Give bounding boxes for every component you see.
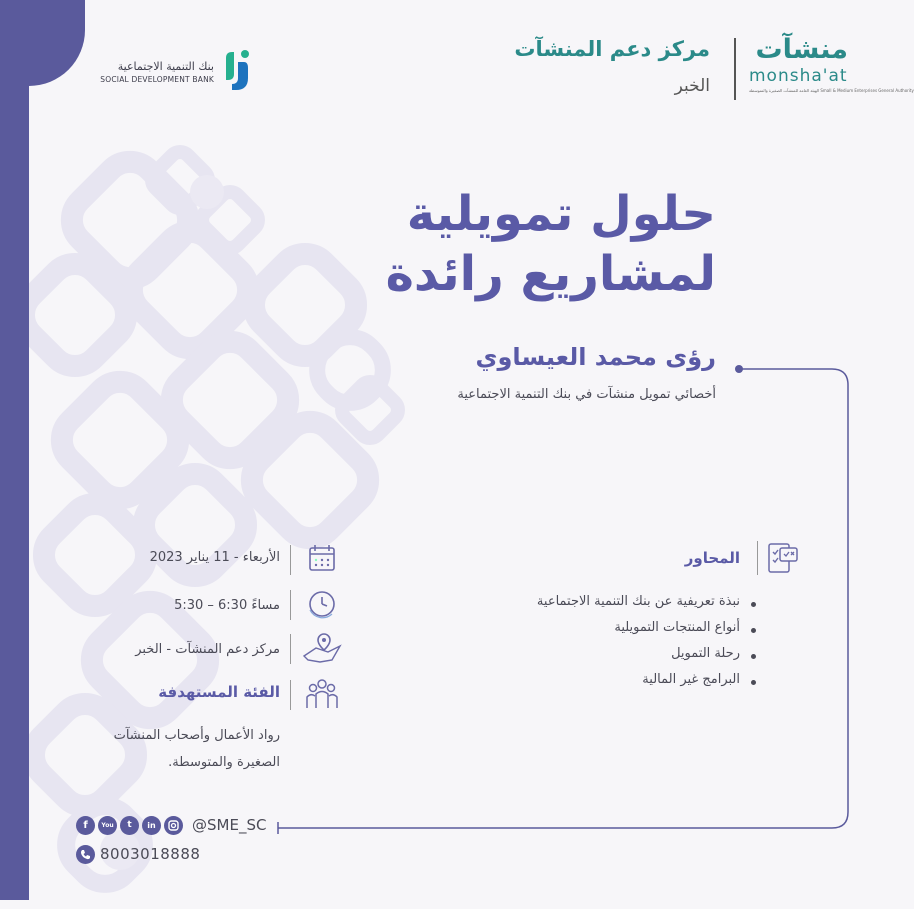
event-location: مركز دعم المنشآت - الخبر bbox=[135, 642, 280, 657]
calendar-icon bbox=[302, 542, 342, 578]
instagram-icon[interactable] bbox=[164, 816, 183, 835]
linkedin-icon[interactable]: in bbox=[142, 816, 161, 835]
date-divider bbox=[290, 545, 291, 575]
topic-item: نبذة تعريفية عن بنك التنمية الاجتماعية bbox=[536, 594, 740, 609]
people-group-icon bbox=[302, 676, 342, 712]
checklist-icon bbox=[766, 540, 800, 576]
twitter-icon[interactable]: t bbox=[120, 816, 139, 835]
facebook-icon[interactable]: f bbox=[76, 816, 95, 835]
monshaat-logo-en: monsha'at bbox=[749, 66, 848, 86]
location-divider bbox=[290, 634, 291, 664]
speaker-role: أخصائي تمويل منشآت في بنك التنمية الاجتماعية bbox=[457, 387, 716, 402]
monshaat-logo-ar: منشآت bbox=[755, 34, 848, 65]
youtube-icon[interactable]: You bbox=[98, 816, 117, 835]
sdb-name-ar: بنك التنمية الاجتماعية bbox=[117, 60, 214, 73]
monshaat-logo-subtitle: الهيئة العامة للمنشآت الصغيرة والمتوسطة Small & Medium Enterprises General Authority bbox=[749, 88, 914, 93]
topic-bullet bbox=[751, 654, 756, 659]
center-city: الخبر bbox=[674, 76, 710, 96]
center-title: مركز دعم المنشآت bbox=[514, 37, 710, 61]
target-audience-title: الفئة المستهدفة bbox=[158, 683, 280, 701]
phone-icon bbox=[76, 845, 95, 864]
sdb-name-en: SOCIAL DEVELOPMENT BANK bbox=[100, 75, 214, 84]
axes-divider bbox=[757, 541, 758, 575]
target-divider bbox=[290, 680, 291, 710]
speaker-name: رؤى محمد العيساوي bbox=[475, 343, 716, 371]
headline-line-1: حلول تمويلية bbox=[406, 186, 716, 242]
axes-title: المحاور bbox=[684, 549, 740, 567]
map-pin-icon bbox=[302, 630, 342, 666]
social-handle[interactable]: @SME_SC bbox=[192, 816, 267, 834]
time-divider bbox=[290, 590, 291, 620]
topic-item: رحلة التمويل bbox=[671, 646, 740, 661]
topic-item: أنواع المنتجات التمويلية bbox=[614, 620, 740, 635]
event-time: 5:30 – 6:30 مساءً bbox=[174, 598, 280, 613]
target-audience-description: رواد الأعمال وأصحاب المنشآت الصغيرة والمتوسطة. bbox=[113, 728, 280, 770]
topic-bullet bbox=[751, 628, 756, 633]
topic-bullet bbox=[751, 602, 756, 607]
clock-icon bbox=[302, 586, 342, 622]
topic-bullet bbox=[751, 680, 756, 685]
event-date: الأربعاء - 11 يناير 2023 bbox=[149, 550, 280, 565]
headline-line-2: لمشاريع رائدة bbox=[385, 246, 716, 302]
topic-item: البرامج غير المالية bbox=[642, 672, 740, 687]
phone-number[interactable]: 8003018888 bbox=[100, 845, 201, 863]
